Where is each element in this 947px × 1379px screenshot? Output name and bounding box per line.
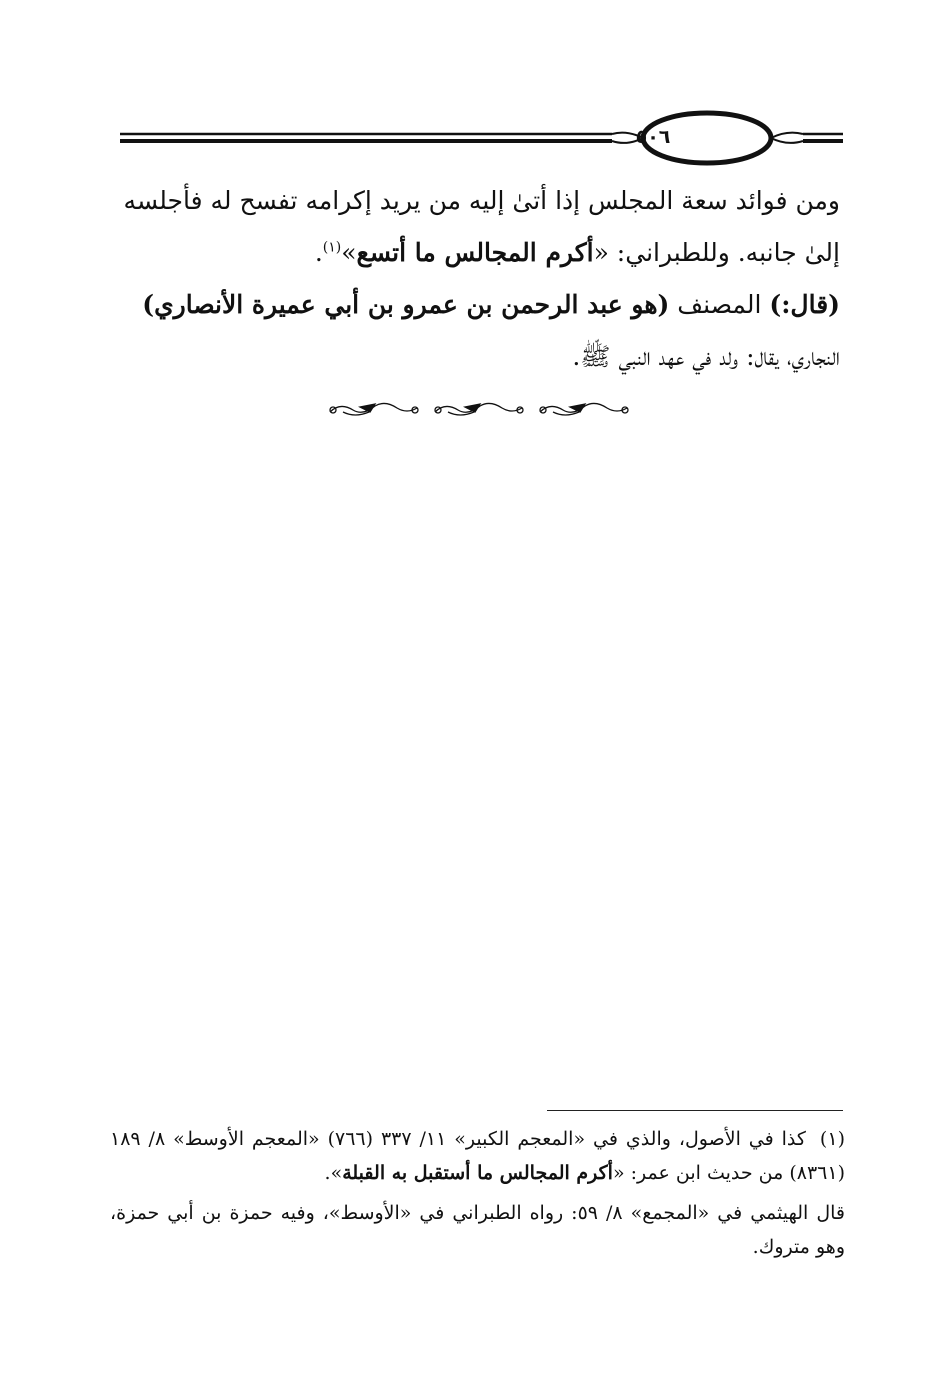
body-line-3: [110, 279, 840, 331]
footnote-separator: [547, 1110, 843, 1111]
ornament-flourish-icon: [325, 398, 635, 422]
footnote-1: [110, 1122, 845, 1190]
line2-suffix: »: [341, 238, 357, 267]
page-header: [115, 110, 845, 170]
footnote-1-text: كذا في الأصول، والذي في «المعجم الكبير» ١١/ ٣٣٧ (٧٦٦) «المعجم الأوسط» ٨/ ١٨٩ (٨٣٦١) من حديث ابن عمر: «: [110, 1128, 845, 1184]
footnote-1-end: ».: [324, 1162, 343, 1184]
line2-end: .: [314, 238, 323, 267]
body-line-1: ومن فوائد سعة المجلس إذا أتىٰ إليه من يريد إكرامه تفسح له فأجلسه: [123, 186, 840, 215]
author-word: المصنف: [669, 290, 770, 319]
body-line-4: النجاري، يقال: ولد في عهد النبي ﷺ.: [572, 342, 840, 371]
footnote-marker: (١): [819, 1128, 845, 1150]
quoted-hadith: أكرم المجالس ما أتسع: [356, 238, 594, 267]
main-text: [110, 175, 840, 383]
body-line-2: [110, 227, 840, 279]
header-rule: [115, 110, 845, 170]
footnotes: [110, 1122, 845, 1270]
section-ornament: [325, 398, 635, 422]
footnote-1-continued: قال الهيثمي في «المجمع» ٨/ ٥٩: رواه الطبراني في «الأوسط»، وفيه حمزة بن أبي حمزة، وهو متروك.: [110, 1202, 846, 1258]
qala-label: (قال:): [769, 290, 840, 319]
footnote-1-quote: أكرم المجالس ما أستقبل به القبلة: [342, 1162, 613, 1184]
narrator-name: (هو عبد الرحمن بن عمرو بن أبي عميرة الأنصاري): [142, 290, 670, 319]
page-number: ٥٠٦: [635, 126, 671, 148]
footnote-reference: (١): [322, 239, 342, 256]
line2-prefix: إلىٰ جانبه. وللطبراني: «: [593, 238, 840, 267]
